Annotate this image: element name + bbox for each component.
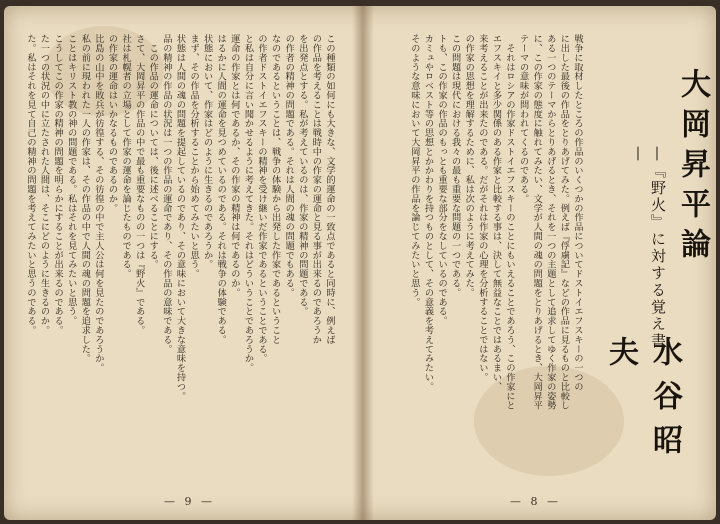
text-line: た。私はそれを見て自己の精神の問題を考えてみたいと思うのである。 <box>24 34 36 335</box>
text-line: 状態は人間の魂の問題を提起しているのであり、その意味において大きな意味を持つ。 <box>174 34 186 401</box>
text-line: の作品を考えることは戦時中の作家の運命と見る事が出来るのであろうか <box>310 34 322 345</box>
left-page <box>4 6 358 520</box>
text-line: 戦争に取材したところの作品のいくつかの作品についてドストイエフスキーの一つの <box>572 34 583 392</box>
essay-title: 大岡昇平論 <box>675 68 710 268</box>
text-line: この問題は現代における我々の最も重要な問題の一つである。 <box>449 34 461 298</box>
text-line: と私は自分に言い聞かせるように考えてきた。それはどういうことであろうか。 <box>242 34 254 373</box>
text-line: 社は札幌者の立場として作家の運命を論じたものである。 <box>120 34 132 279</box>
text-line: はるかに人間の運命を見つめているのである。それは戦争の体験である。 <box>215 34 227 345</box>
text-line: こうしてこの作家の精神の問題を明らかにすることが出来るのである。 <box>52 34 64 335</box>
essay-subtitle: —『野火』に対する覚え書— <box>630 146 667 350</box>
text-line: テーマの意味が問われてくるのである。 <box>517 34 529 204</box>
text-line: の作者ドストイエフスキーの精神を受け継いだ作家であるということである。 <box>256 34 268 363</box>
text-line: に出した最後の作品をとりあげてみた。例えば『俘虜記』などの作品に見るものと比較し <box>558 34 570 410</box>
text-line: さて、大岡昇平の作品の中で最も重要なものの一つは『野火』である。 <box>133 34 145 335</box>
text-line: それはロシアの作家ドストイエフスキーのことにもいえることであろう、この作家にと <box>504 34 516 410</box>
text-line: に、この作家の態度に触れてみたい、文学が人間の魂の問題をとりあげるとき、大岡昇平 <box>531 34 543 410</box>
text-line: た一つの状況の中に立たされた人間は、そこにどのように生きるのか。 <box>38 34 50 335</box>
right-page <box>370 6 716 520</box>
author-name: 水谷昭夫 <box>603 336 682 468</box>
text-line: ことはキリスト教の神の問題である。私はそれを見てみたいと思う。 <box>65 34 77 326</box>
text-line: の作家の思想を理解するために、私は次のように考えてみた。 <box>463 34 475 298</box>
text-line: 比島の山中を敗兵が彷徨する、その彷徨の中で主人公は何を見たのであろうか。 <box>92 34 104 373</box>
text-line: トも、この作家の作品のもっとも重要な部分をなしているのである。 <box>436 34 448 326</box>
left-page-body <box>18 34 336 464</box>
text-line: 運命の作家とは何であるか、その作家の精神は何であるのか。 <box>228 34 240 298</box>
text-line: の作者の精神の問題である。それは人間の魂の問題でもある。 <box>283 34 295 298</box>
text-line: 状態において、作家はどのように生きるのであろうか。 <box>201 34 213 269</box>
text-line: 品の精神の作品の状況は一つの作品の運命であり、その作品の意味である。 <box>160 34 172 354</box>
text-line: エフスキイと多少関係のある作家と比較する事は、決して無益なことではあるまい、 <box>490 34 502 392</box>
text-line: ある一つのテーマからとりあげるとき、それを一つの主題として追求してゆく作家の姿勢 <box>544 34 556 410</box>
text-line: の作家の運命はいかなるものであるのか。 <box>106 34 118 213</box>
text-line: 来考えることが出来たのである。だがそれは作家の心理を分析することではない。 <box>476 34 488 382</box>
text-line: なのであるということは、戦争の体験から出発した作家であるということ <box>269 34 281 345</box>
text-line: この種類の如何にも大きな、文学的運命の一致点であると同時に、例えば <box>324 34 335 345</box>
text-line: カミュやロベスト等の思想とかかわりを持つものとして、その意義を考えてみたい。 <box>422 34 434 392</box>
text-line: この作品の運命については、後に述べることにする。 <box>147 34 159 269</box>
page-number: — 9 — <box>164 495 215 508</box>
text-line: まず、その作品を分析することから始めてみたいと思う。 <box>188 34 200 279</box>
open-book <box>4 6 716 520</box>
text-line: を出発点とする。私が考えているのは、作家の精神の問題である。 <box>296 34 308 316</box>
right-page-body <box>384 34 584 464</box>
page-number: — 8 — <box>510 495 561 508</box>
text-line: 私の前に現われた一人の作家は、その作品の中で人間の魂の問題を追求した。 <box>79 34 91 363</box>
text-line: そのような意味において大岡昇平の作品を論じてみたいと思う。 <box>408 34 420 307</box>
